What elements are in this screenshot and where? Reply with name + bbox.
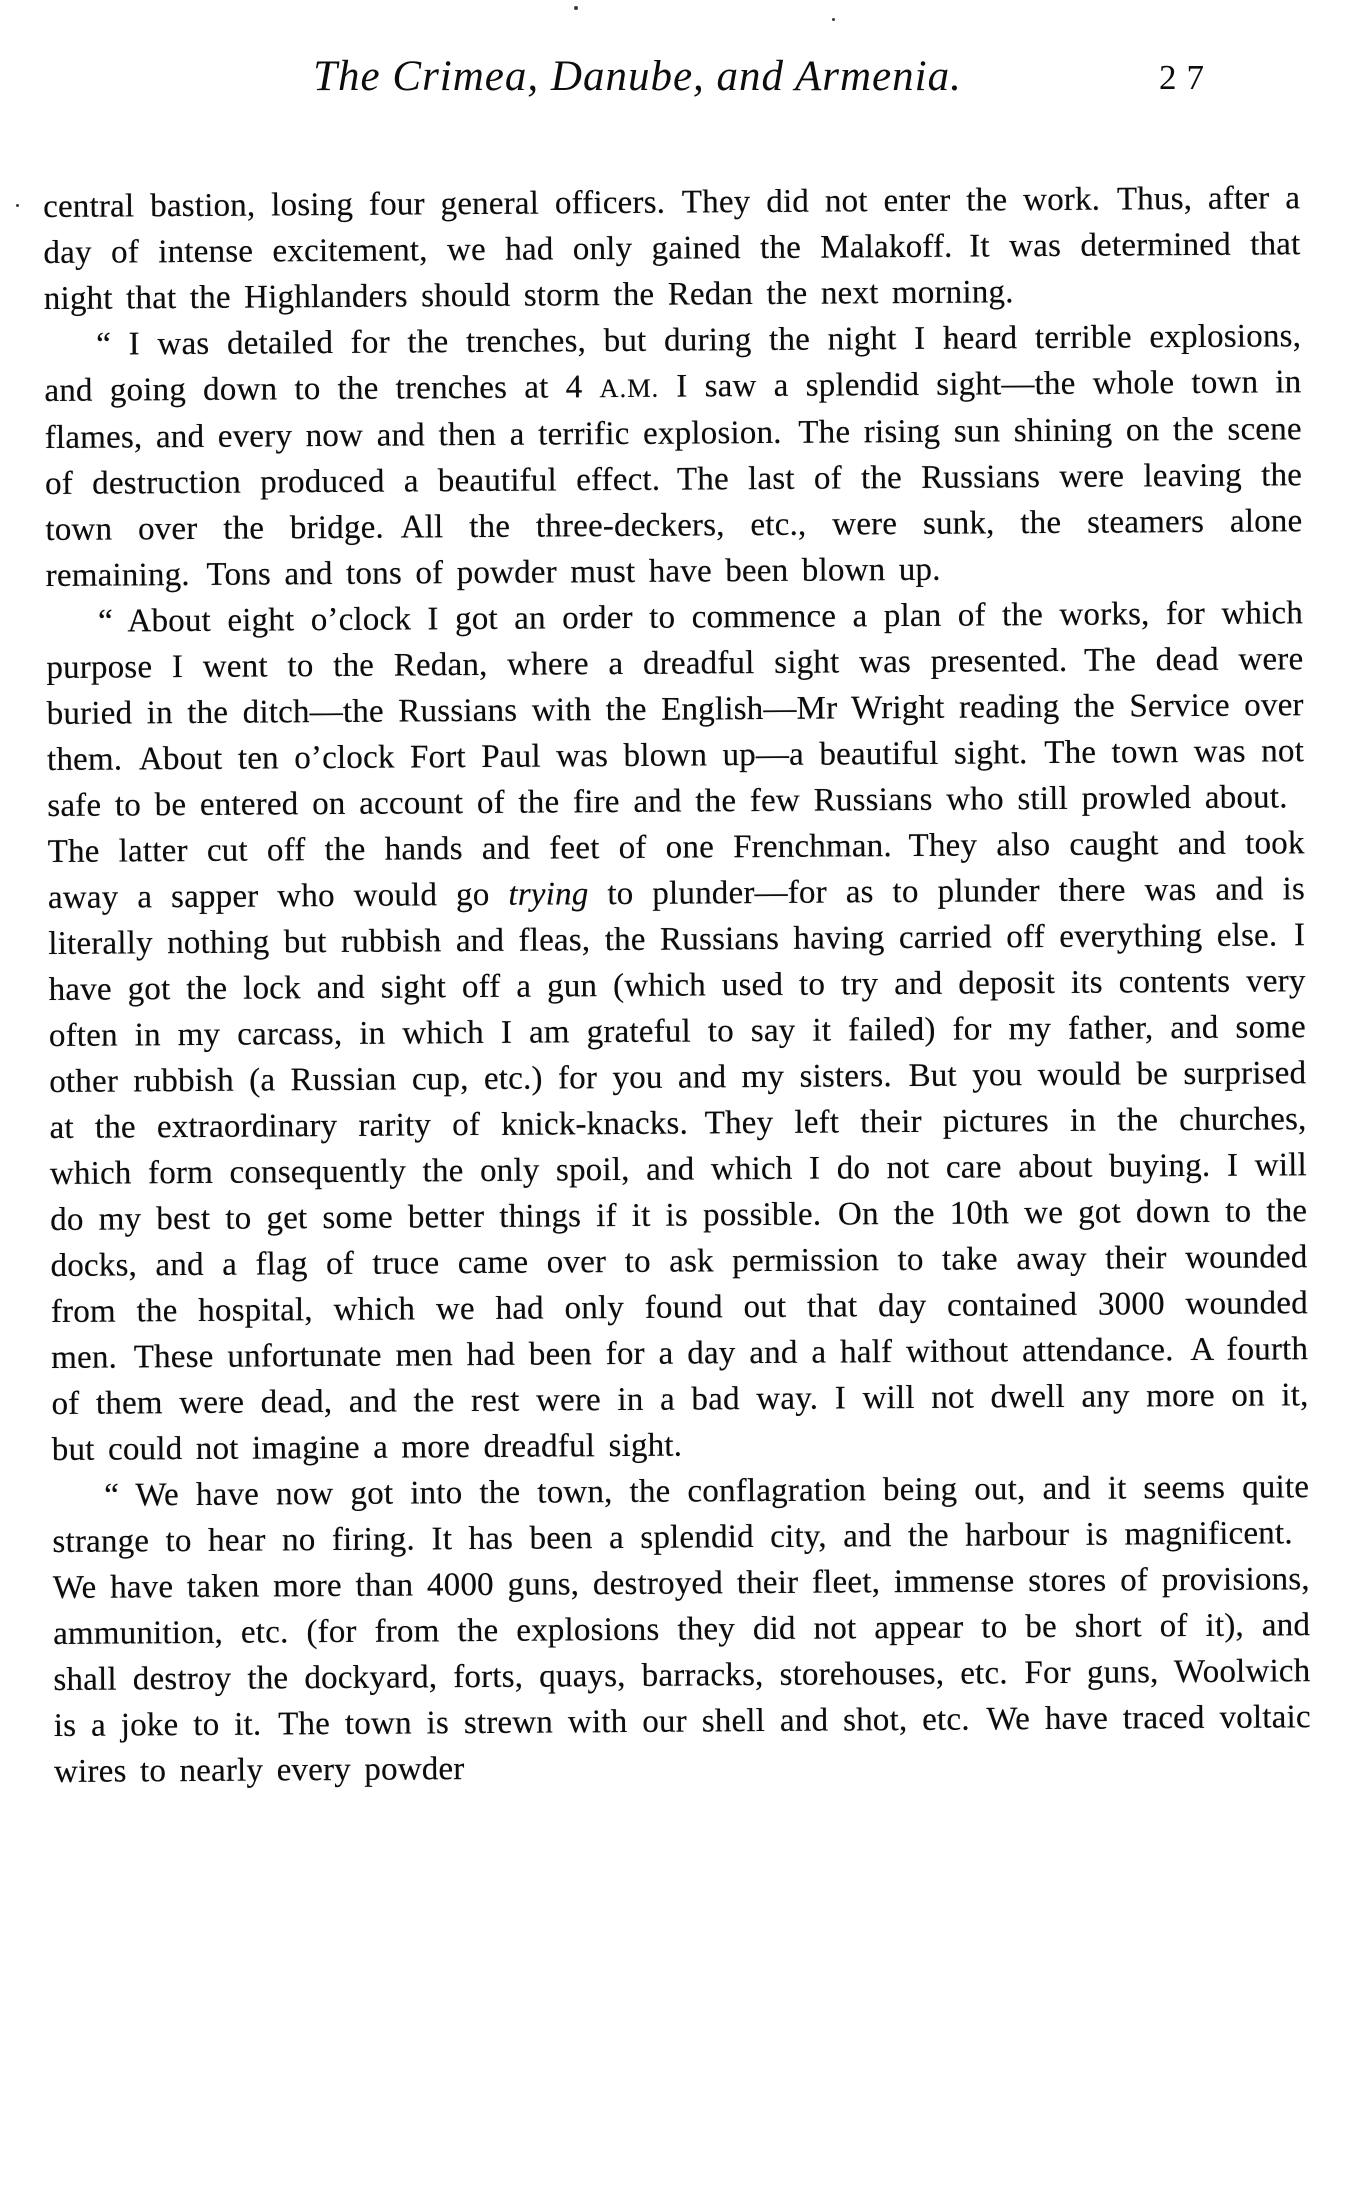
paragraph-text: “ I was detailed for the trenches, but during the night I heard terrible explosions, and going down to the trenches at 4 [44,318,1302,409]
italic-word-trying: trying [508,876,589,913]
scan-speck [16,204,19,207]
page-body-text [43,175,1311,1795]
smallcaps-am: A.M. [599,372,660,404]
page-number: 27 [1159,58,1214,97]
paragraph-text: I saw a splendid sight—the whole town in flames, and every now and then a terrific explosion. The rising sun shining on the scene of destruction produced a beautiful effect. The last of the Russians were leaving the town over the bridge. All the three-deckers, etc., were sunk, the steamers alone remaining. Tons and tons of powder must have been blown up. [44,364,1303,594]
paragraph-continuation [43,175,1301,322]
paragraph-text: central bastion, losing four general officers. They did not enter the work. Thus, after a day of intense excitement, we had only gained the Malakoff. It was determined that night that the Highlanders should storm the Redan the next morning. [43,180,1301,317]
running-header-title: The Crimea, Danube, and Armenia. [313,53,962,100]
scan-speck [574,6,578,10]
paragraph-text: “ We have now got into the town, the conflagration being out, and it seems quite strange to hear no firing. It has been a splendid city, and the harbour is magnificent. We have taken more than 4000 guns, destroyed their fleet, immense stores of provisions, ammunition, etc. (for from the explosions they did not appear to be short of it), and shall destroy the dockyard, forts, quays, barracks, storehouses, etc. For guns, Woolwich is a joke to it. The town is strewn with our shell and shot, etc. We have traced voltaic wires to nearly every powder [52,1469,1311,1790]
paragraph-quote-town [52,1464,1311,1795]
running-header [45,52,1302,112]
paragraph-text: “ About eight o’clock I got an order to commence a plan of the works, for which purpose I went to the Redan, where a dreadful sight was presented. The dead were buried in the ditch—the Russians with the English—Mr Wright reading the Service over them. About ten o’clock Fort Paul was blown up—a beautiful sight. The town was not safe to be entered on account of the fire and the few Russians who still prowled about. The latter cut off the hands and feet of one Frenchman. They also caught and took away a sapper who would go [46,595,1305,916]
paragraph-quote-redan [46,590,1309,1473]
paragraph-quote-trenches [44,313,1303,599]
paragraph-text: to plunder—for as to plunder there was and is literally nothing but rubbish and fleas, the Russians having carried off everything else. I have got the lock and sight off a gun (which used to try and deposit its contents very often in my carcass, in which I am grateful to say it failed) for my father, and some other rubbish (a Russian cup, etc.) for you and my sisters. But you would be surprised at the extraordinary rarity of knick-knacks. They left their pictures in the churches, which form consequently the only spoil, and which I do not care about buying. I will do my best to get some better things if it is possible. On the 10th we got down to the docks, and a flag of truce came over to ask permission to take away their wounded from the hospital, which we had only found out that day contained 3000 wounded men. These unfortunate men had been for a day and a half without attendance. A fourth of them were dead, and the rest were in a bad way. I will not dwell any more on it, but could not imagine a more dreadful sight. [48,871,1309,1468]
scan-speck [832,18,835,21]
